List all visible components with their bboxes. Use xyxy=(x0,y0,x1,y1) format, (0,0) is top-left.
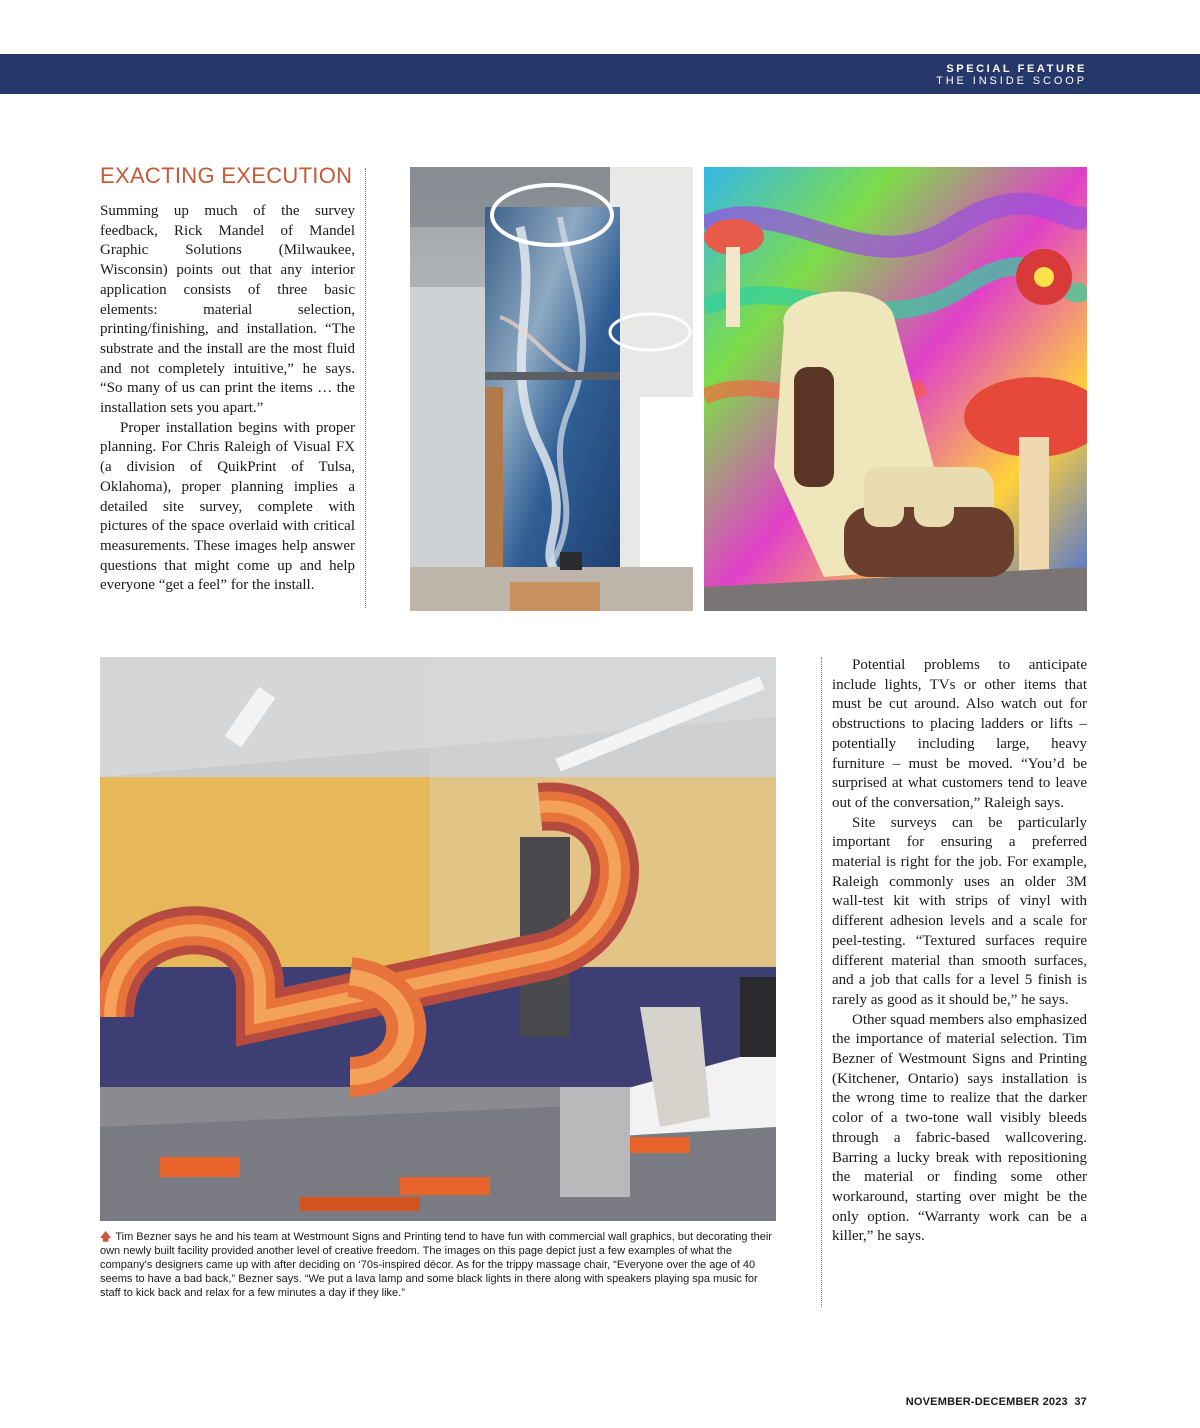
header-band xyxy=(0,54,1200,94)
section-title: SPECIAL FEATURE xyxy=(946,63,1087,75)
paragraph: Summing up much of the survey feedback, Rick Mandel of Mandel Graphic Solutions (Milwaukee, Wisconsin) points out that any interior application consists of three basic elements: material selection, printing/finishing, and installation. “The substrate and the install are the most fluid and not completely intuitive,” he says. “So many of us can print the items … the installation sets you apart.” xyxy=(100,203,355,417)
photo-caption xyxy=(100,1230,776,1300)
photo-massage-chair-room xyxy=(704,167,1087,611)
column-divider xyxy=(365,168,366,608)
right-column xyxy=(832,656,1087,1247)
paragraph: Site surveys can be particularly important for ensuring a preferred material is right for the job. For example, Raleigh commonly uses an older 3M wall-test kit with strips of vinyl with different adhesion levels and a scale for peel-testing. “Textured surfaces require different material than smooth surfaces, and a job that calls for a level 5 finish is rarely as good as it should be,” he says. xyxy=(832,814,1087,1008)
arrow-up-icon: 🡅 xyxy=(100,1231,112,1243)
paragraph: Proper installation begins with proper planning. For Chris Raleigh of Visual FX (a division of QuikPrint of Tulsa, Oklahoma), proper planning implies a detailed site survey, complete with pictures of the space overlaid with critical measurements. These images help answer questions that might come up and help everyone “get a feel” for the install. xyxy=(100,419,355,594)
paragraph: Potential problems to anticipate include lights, TVs or other items that must be cut around. Also watch out for obstructions to placing ladders or lifts – potentially including large, heavy furniture – must be moved. “You’d be surprised at what customers tend to leave out of the conversation,” Raleigh says. xyxy=(832,657,1087,811)
article-headline: EXACTING EXECUTION xyxy=(100,163,353,188)
left-column xyxy=(100,202,355,596)
caption-text: Tim Bezner says he and his team at Westmount Signs and Printing tend to have fun with commercial wall graphics, but decorating their own newly built facility provided another level of creative freedom. The images on this page depict just a few examples of what the company's designers came up with after deciding on ‘70s-inspired décor. As for the trippy massage chair, “Everyone over the age of 40 seems to have a bad back,” Bezner says. “We put a lava lamp and some black lights in there along with speakers playing spa music for staff to kick back and relax for a few minutes a day if they like.” xyxy=(100,1231,772,1300)
issue-date: NOVEMBER-DECEMBER 2023 xyxy=(905,1396,1068,1408)
paragraph: Other squad members also emphasized the importance of material selection. Tim Bezner of Westmount Signs and Printing (Kitchener, Ontario) says installation is the wrong time to realize that the darker color of a two-tone wall visibly bleeds through a fabric-based wallcovering. Barring a lucky break with repositioning the material or finding some other workaround, starting over might be the only option. “Warranty work can be a killer,” he says. xyxy=(832,1011,1087,1245)
photo-atrium-wall-graphic xyxy=(410,167,693,611)
column-divider xyxy=(821,657,822,1307)
page-number: 37 xyxy=(1074,1396,1087,1408)
section-label xyxy=(936,63,1087,87)
page-footer xyxy=(906,1396,1087,1408)
photo-office-wall-graphic xyxy=(100,657,776,1221)
section-subtitle: THE INSIDE SCOOP xyxy=(936,75,1087,87)
